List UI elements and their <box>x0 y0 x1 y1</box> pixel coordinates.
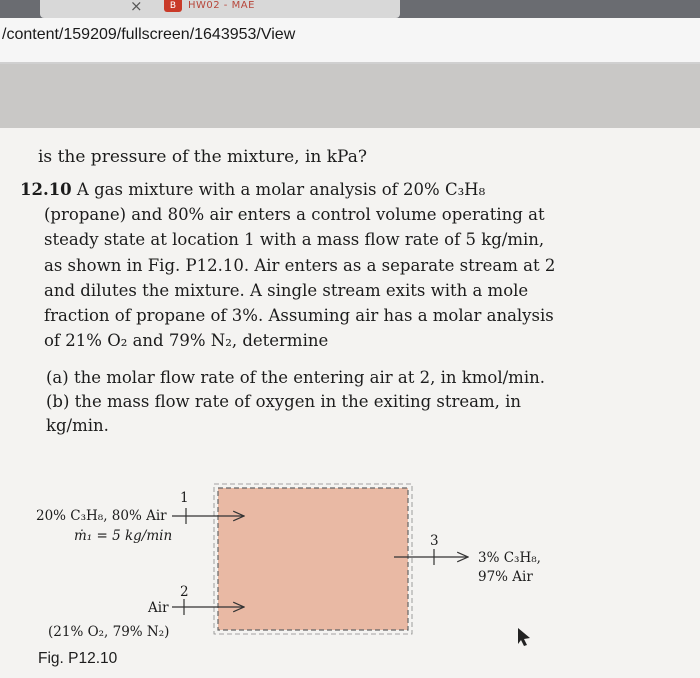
station-1-number: 1 <box>180 490 189 506</box>
mouse-cursor-icon <box>518 628 530 646</box>
part-b-text: (b) the mass flow rate of oxygen in the exiting stream, in <box>46 392 522 411</box>
station-3-number: 3 <box>430 533 439 549</box>
inlet-1-mass-flow: ṁ₁ = 5 kg/min <box>74 528 173 544</box>
inlet-1-label: 20% C₃H₈, 80% Air <box>36 508 167 524</box>
tab-close-icon[interactable]: × <box>130 0 143 15</box>
problem-line: (propane) and 80% air enters a control volume operating at <box>44 205 545 224</box>
problem-line: fraction of propane of 3%. Assuming air has a molar analysis <box>44 306 554 325</box>
problem-line: as shown in Fig. P12.10. Air enters as a separate stream at 2 <box>44 256 556 275</box>
problem-line: and dilutes the mixture. A single stream exits with a mole <box>44 281 529 300</box>
tab-favicon-icon: B <box>164 0 182 12</box>
problem-line: A gas mixture with a molar analysis of 20% C₃H₈ <box>71 180 486 199</box>
inlet-2-composition: (21% O₂, 79% N₂) <box>48 624 170 640</box>
exit-composition-line-2: 97% Air <box>478 569 533 585</box>
figure-caption: Fig. P12.10 <box>38 650 118 667</box>
part-a-text: (a) the molar flow rate of the entering air at 2, in kmol/min. <box>46 368 545 387</box>
tab-title: HW02 - MAE <box>188 0 255 11</box>
problem-line: steady state at location 1 with a mass flow rate of 5 kg/min, <box>44 230 545 249</box>
previous-question-text: is the pressure of the mixture, in kPa? <box>38 147 367 167</box>
problem-line: of 21% O₂ and 79% N₂, determine <box>44 331 329 350</box>
exit-composition-line-1: 3% C₃H₈, <box>478 550 541 566</box>
part-b-text-cont: kg/min. <box>46 416 109 435</box>
control-volume-box <box>218 488 408 630</box>
url-text[interactable]: /content/159209/fullscreen/1643953/View <box>2 26 296 43</box>
inlet-2-label: Air <box>148 600 169 616</box>
station-2-number: 2 <box>180 584 189 600</box>
problem-number: 12.10 <box>20 180 72 199</box>
